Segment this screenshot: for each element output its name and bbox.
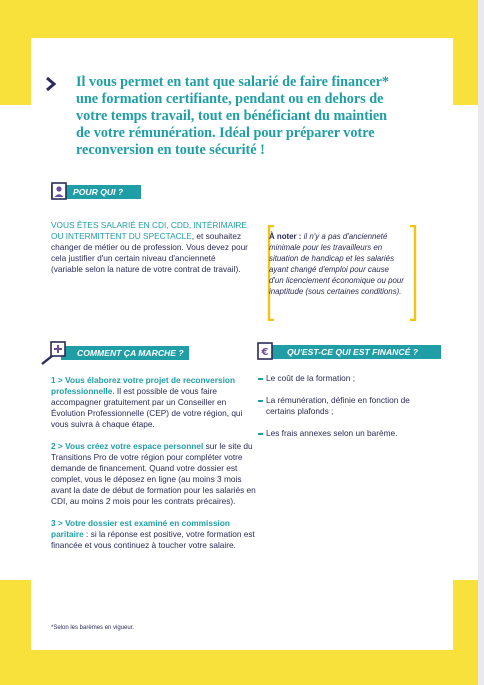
svg-text:€: €	[261, 347, 269, 358]
intro-line: votre temps travail, tout en bénéficiant du maintien	[76, 108, 388, 124]
list-item: Les frais annexes selon un barème.	[258, 428, 446, 439]
chevron-right-icon	[44, 76, 57, 92]
heading-label: QU'EST-CE QUI EST FINANCÉ ?	[287, 347, 418, 357]
page-edge	[478, 0, 484, 685]
steps-list	[51, 375, 259, 562]
intro-line: une formation certifiante, pendant ou en dehors de	[76, 91, 384, 107]
intro-line: de votre rémunération. Idéal pour préparer votre	[76, 125, 375, 141]
intro-text	[76, 74, 416, 159]
list-item: Le coût de la formation ;	[258, 373, 446, 384]
eligibility-text: VOUS ÊTES SALARIÉ EN CDI, CDD, INTÉRIMAIRE OU INTERMITTENT DU SPECTACLE	[51, 220, 247, 241]
step-item: 1 > Vous élaborez votre projet de reconversion professionnelle. Il est possible de vous faire accompagner gratuitement par un Conseiller en Évolution Professionnelle (CEP) de votre région, qui vous suivra à chaque étape.	[51, 375, 243, 429]
step-item: 2 > Vous créez votre espace personnel sur le site du Transitions Pro de votre région pour compléter votre demande de financement. Quand votre dossier est complet, vous le déposez en ligne (au moins 3 mois avant la date de début de formation pour les salariés en CDI, au moins 2 mois pour les contrats précaires).	[51, 441, 256, 506]
footnote: *Selon les barèmes en vigueur.	[51, 625, 135, 631]
note-text	[269, 231, 405, 297]
note-body: il n'y a pas d'ancienneté minimale pour les travailleurs en situation de handicap et les salariés ayant changé d'emploi pour cause d'un licenciement économique ou pour inaptitude (sous certaines conditions).	[269, 232, 404, 296]
content-card	[31, 38, 453, 650]
pour-qui-body: , et souhaitez changer de métier ou de profession. Vous devez pour cela justifier d'un certain niveau d'ancienneté (variable selon la nature de votre contrat de travail).	[51, 231, 248, 274]
pour-qui-text	[51, 220, 249, 275]
intro-line: Il vous permet en tant que salarié de faire financer*	[76, 74, 390, 90]
magnifier-plus-icon	[39, 341, 67, 365]
euro-icon	[257, 342, 273, 360]
person-icon	[51, 182, 67, 200]
section-heading-comment	[39, 343, 199, 361]
intro-line: reconversion en toute sécurité !	[76, 142, 265, 158]
heading-label: COMMENT ÇA MARCHE ?	[77, 348, 184, 358]
note-label: À noter :	[269, 232, 302, 241]
list-item: La rémunération, définie en fonction de certains plafonds ;	[258, 395, 426, 417]
financed-list	[258, 373, 446, 450]
section-heading-finance	[257, 342, 447, 360]
heading-label: POUR QUI ?	[73, 187, 124, 197]
section-heading-pour-qui	[51, 182, 151, 200]
step-item: 3 > Votre dossier est examiné en commission paritaire : si la réponse est positive, votre formation est financée et vous continuez à toucher votre salaire.	[51, 518, 255, 550]
